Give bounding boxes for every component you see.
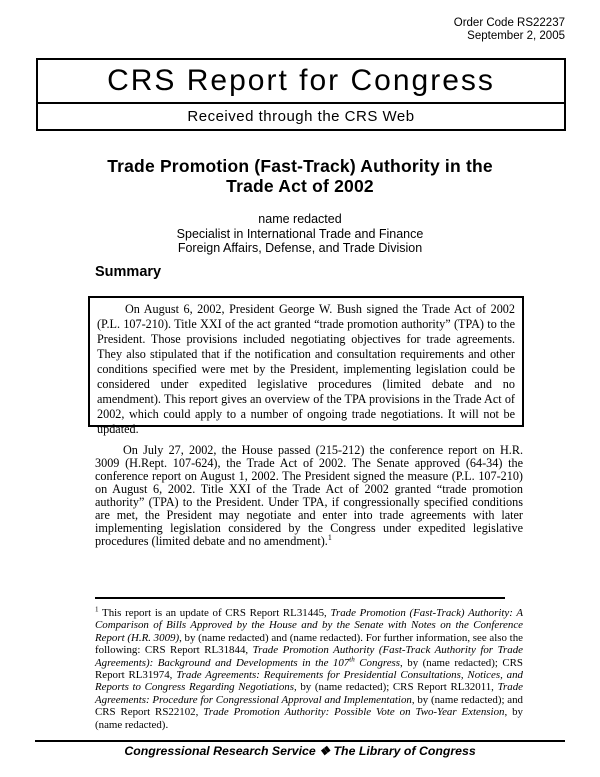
- author-block: [0, 212, 600, 256]
- report-title: [0, 156, 600, 196]
- footnote-segment: Trade Promotion (Fast-Track) Authority: A Comparison of Bills Approved by the House and by the Senate with Notes on the Conference Report (H.R. 3009): [95, 607, 523, 644]
- footnote-segment: , by (name redacted); CRS Report RL31974,: [95, 656, 523, 682]
- report-title-line-2: Trade Act of 2002: [226, 176, 374, 196]
- footnote-reference: 1: [327, 532, 332, 542]
- summary-text: On August 6, 2002, President George W. Bush signed the Trade Act of 2002 (P.L. 107-210). Title XXI of the act granted “trade promotion authority” (TPA) to the President. Those provisions included negotiating objectives for trade agreements. They also stipulated that if the notification and consultation requirements and other conditions specified were met by the President, implementing legislation could be considered under expedited legislative procedures (limited debate and no amendment). This report gives an overview of the TPA provisions in the Trade Act of 2002, which could apply to a number of ongoing trade negotiations. It will not be updated.: [97, 302, 515, 436]
- footnote-segment: Trade Promotion Authority: Possible Vote on Two-Year Extension: [203, 706, 505, 719]
- footnote-segment: by (name redacted); CRS Report RL32011,: [296, 681, 498, 694]
- summary-heading: Summary: [95, 264, 162, 280]
- footnote-segment: , by (name redacted) and (name redacted). For further information, see also the following: CRS Report RL31844,: [95, 631, 523, 657]
- footnote-segment: Trade Agreements: Procedure for Congressional Approval and Implementation: [95, 681, 523, 706]
- order-code-block: [454, 17, 565, 43]
- masthead-title: CRS Report for Congress: [38, 60, 564, 104]
- footnote-segment: , by (name redacted); and CRS Report RS22102,: [95, 693, 523, 719]
- footnote-separator: [95, 597, 505, 599]
- author-division: Foreign Affairs, Defense, and Trade Division: [177, 241, 423, 255]
- footer-text: Congressional Research Service ❖ The Library of Congress: [124, 744, 476, 758]
- masthead-box: [36, 58, 566, 131]
- order-code: Order Code RS22237: [453, 17, 565, 29]
- footnote-segment: This report is an update of CRS Report RL31445,: [98, 607, 331, 619]
- footnote-segment: Trade Promotion Authority (Fast-Track Authority for Trade Agreements): Background and Developments in the 107: [95, 644, 523, 669]
- footnote-marker: 1: [95, 605, 99, 614]
- footer-rule: [35, 740, 565, 742]
- author-role: Specialist in International Trade and Finance: [176, 226, 424, 241]
- author-name: name redacted: [258, 212, 342, 226]
- footnote-segment-superscript: th: [349, 655, 355, 663]
- body-paragraph-text: On July 27, 2002, the House passed (215-212) the conference report on H.R. 3009 (H.Rept. 107-624), the Trade Act of 2002. The Senate approved (64-34) the conference report on August 1, 2002. The President signed the measure (P.L. 107-210) on August 6, 2002. Title XXI of the Trade Act of 2002 granted “trade promotion authority” (TPA) to the President. Under TPA, if congressionally specified conditions are met, the President may negotiate and enter into trade agreements with later implementing legislation considered by the Congress under expedited legislative procedures (limited debate and no amendment).: [95, 443, 523, 548]
- footnote: [95, 607, 523, 731]
- footnote-segment: Congress: [354, 656, 401, 669]
- report-date: September 2, 2005: [467, 30, 565, 42]
- report-title-line-1: Trade Promotion (Fast-Track) Authority in the: [107, 156, 493, 176]
- body-paragraph: [95, 444, 523, 548]
- summary-box: [88, 296, 524, 436]
- footnote-segment: Trade Agreements: Requirements for Presidential Consultations, Notices, and Reports to Congress Regarding Negotiations,: [95, 669, 524, 694]
- footnote-segment: , by (name redacted).: [95, 706, 523, 731]
- masthead-subtitle: Received through the CRS Web: [187, 108, 415, 125]
